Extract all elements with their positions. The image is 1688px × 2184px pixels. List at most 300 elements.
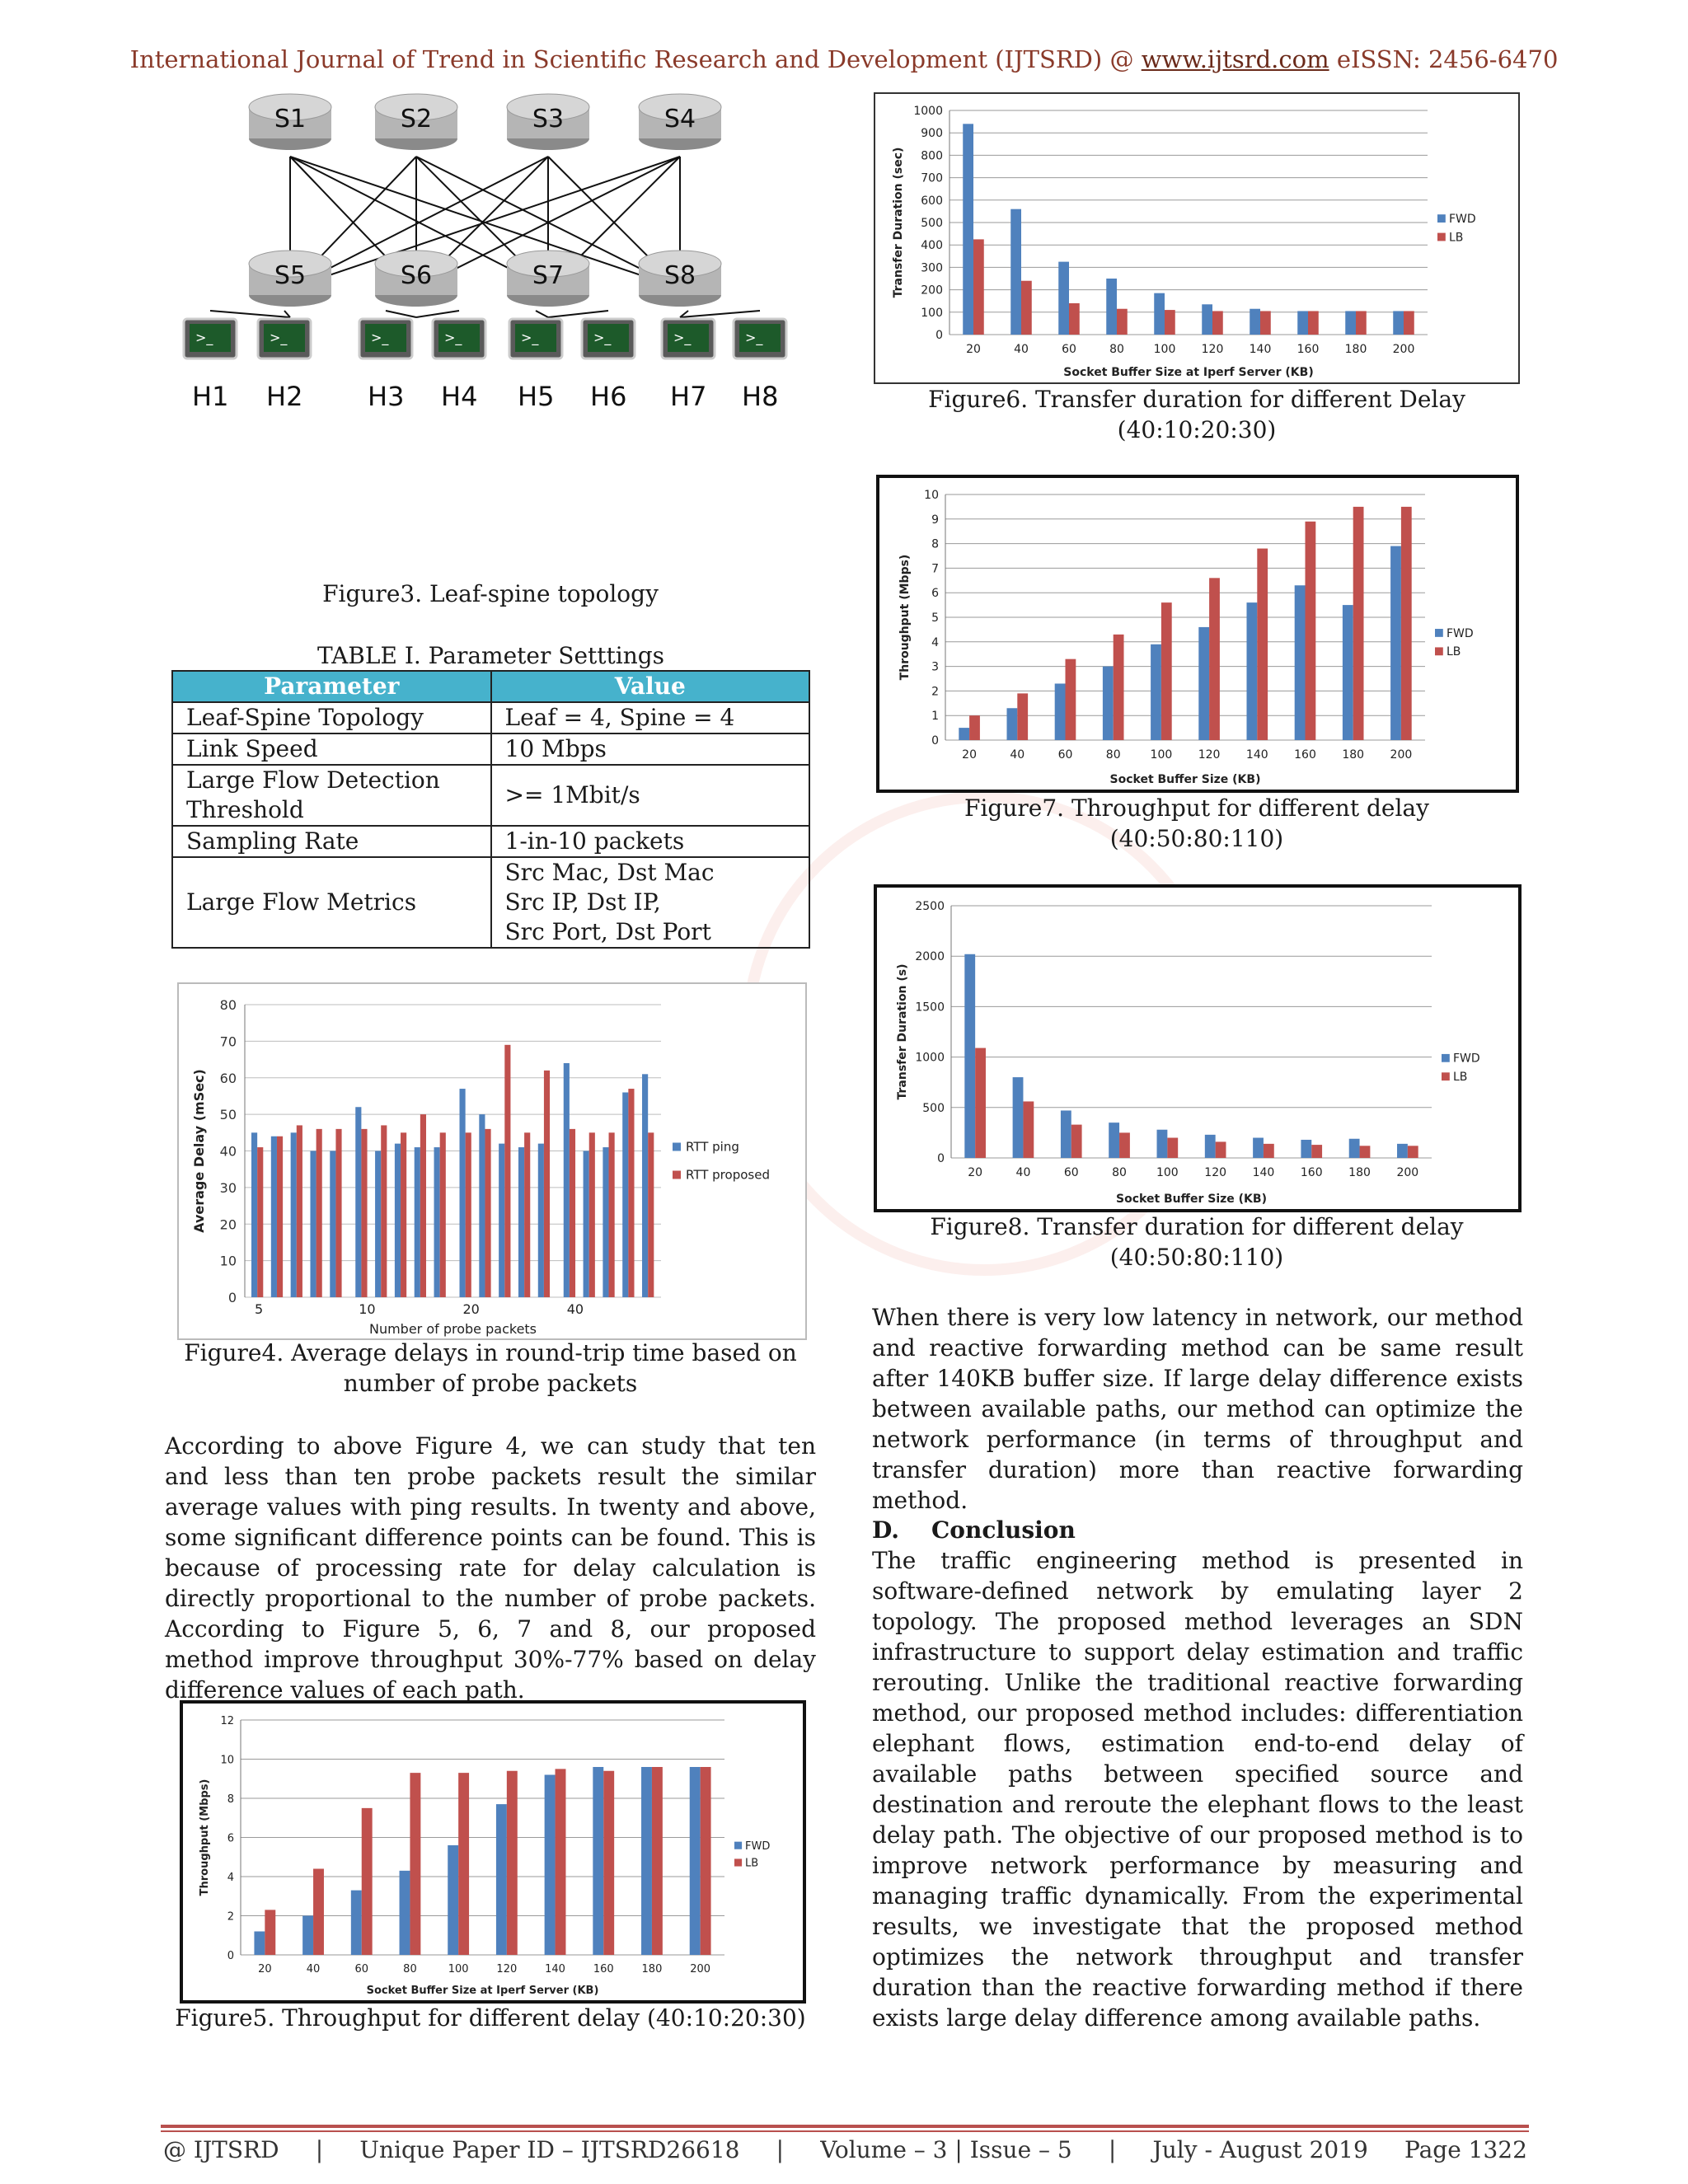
y-tick-label: 70 <box>219 1033 237 1050</box>
switch-label: S6 <box>400 261 433 290</box>
legend-label: FWD <box>745 1840 771 1853</box>
bar-rtt-ping <box>518 1147 524 1297</box>
bar-lb <box>410 1773 420 1955</box>
switch-label: S4 <box>663 105 696 134</box>
y-tick-label: 0 <box>227 1950 234 1962</box>
table-header-row <box>172 671 809 702</box>
header-text: International Journal of Trend in Scientific Research and Development (IJTSRD) @ <box>129 45 1134 73</box>
bar-fwd <box>1205 1135 1216 1158</box>
y-axis-label: Throughput (Mbps) <box>199 1779 211 1896</box>
topology-link <box>416 311 459 317</box>
legend-label: FWD <box>1449 213 1476 226</box>
x-tick-label: 200 <box>690 1963 711 1975</box>
x-tick-label: 160 <box>1294 748 1316 762</box>
x-tick-label: 140 <box>545 1963 565 1975</box>
bar-fwd <box>302 1916 313 1956</box>
table-row <box>172 765 809 826</box>
x-tick-label: 40 <box>566 1301 584 1317</box>
bar-lb <box>1069 303 1080 335</box>
y-tick-label: 2 <box>227 1910 234 1924</box>
bar-lb <box>1021 281 1032 335</box>
bar-rtt-ping <box>251 1132 257 1297</box>
bar-fwd <box>1297 311 1308 335</box>
bar-lb <box>1306 522 1316 740</box>
y-tick-label: 200 <box>921 284 943 298</box>
caption-line: (40:50:80:110) <box>1109 825 1284 852</box>
bar-lb <box>1408 1146 1418 1158</box>
bar-rtt-proposed <box>570 1129 575 1297</box>
bar-fwd <box>1202 304 1212 335</box>
x-tick-label: 10 <box>359 1301 376 1317</box>
legend-label: LB <box>745 1857 759 1870</box>
switch-label: S7 <box>532 261 565 290</box>
bar-rtt-ping <box>564 1063 570 1297</box>
x-tick-label: 180 <box>1348 1166 1371 1179</box>
y-tick-label: 1 <box>931 710 939 724</box>
footer-rule <box>161 2125 1529 2128</box>
bar-fwd <box>1103 667 1114 740</box>
bar-fwd <box>1246 602 1257 740</box>
caption-line: Figure6. Transfer duration for different Delay <box>928 386 1465 413</box>
terminal-prompt: >_ <box>593 330 612 345</box>
bar-fwd <box>1151 644 1161 740</box>
x-tick-label: 60 <box>1063 1166 1079 1179</box>
table-cell: Sampling Rate <box>172 826 491 857</box>
bar-rtt-proposed <box>589 1132 595 1297</box>
figure4-chart <box>177 982 807 1340</box>
x-tick-label: 140 <box>1252 1166 1275 1179</box>
topology-link <box>536 311 548 317</box>
y-tick-label: 8 <box>931 537 939 551</box>
conclusion-heading: D. Conclusion <box>872 1516 1076 1544</box>
bar-lb <box>1023 1101 1034 1158</box>
x-tick-label: 20 <box>966 343 981 356</box>
y-tick-label: 20 <box>219 1216 237 1233</box>
bar-fwd <box>1106 279 1117 335</box>
table-header-parameter: Parameter <box>172 671 491 702</box>
table-cell: Leaf = 4, Spine = 4 <box>491 702 810 733</box>
footer-journal: @ IJTSRD <box>163 2136 279 2163</box>
bar-rtt-ping <box>434 1147 440 1297</box>
bar-fwd <box>496 1804 507 1955</box>
metric-line: Src Mac, Dst Mac <box>504 859 715 886</box>
bar-fwd <box>1061 1110 1071 1158</box>
bar-fwd <box>448 1845 458 1955</box>
bar-rtt-ping <box>642 1074 648 1297</box>
terminal-prompt: >_ <box>521 330 539 345</box>
bar-rtt-proposed <box>485 1129 490 1297</box>
bar-fwd <box>1253 1138 1264 1158</box>
bar-rtt-proposed <box>609 1132 615 1297</box>
page-header <box>0 45 1688 73</box>
x-tick-label: 100 <box>1150 748 1173 762</box>
legend-label: FWD <box>1453 1052 1480 1066</box>
bar-rtt-proposed <box>335 1129 341 1297</box>
host-label: H7 <box>670 381 707 412</box>
bar-fwd <box>351 1891 362 1955</box>
bar-fwd <box>1154 293 1165 335</box>
caption-line: Figure8. Transfer duration for different delay <box>930 1213 1464 1240</box>
y-tick-label: 9 <box>931 513 939 527</box>
y-tick-label: 60 <box>219 1070 237 1086</box>
bar-fwd <box>400 1871 410 1955</box>
bar-lb <box>1264 1144 1274 1158</box>
footer-sep: | <box>776 2136 785 2163</box>
topology-link <box>210 311 290 317</box>
x-tick-label: 140 <box>1249 343 1272 356</box>
bar-lb <box>1401 507 1412 740</box>
x-tick-label: 20 <box>962 748 978 762</box>
x-tick-label: 60 <box>1057 748 1073 762</box>
legend-label: RTT ping <box>686 1139 739 1155</box>
table-header-value: Value <box>491 671 810 702</box>
y-tick-label: 0 <box>935 329 943 342</box>
x-tick-label: 180 <box>1344 343 1367 356</box>
bar-fwd <box>641 1767 652 1955</box>
bar-rtt-proposed <box>504 1045 510 1297</box>
table-cell: Large Flow Detection Threshold <box>172 765 491 826</box>
bar-lb <box>313 1869 324 1956</box>
topology-link <box>548 311 608 317</box>
bar-fwd <box>959 728 969 740</box>
terminal-prompt: >_ <box>673 330 692 345</box>
bar-fwd <box>1013 1077 1024 1158</box>
bar-lb <box>652 1767 663 1955</box>
bar-lb <box>1257 549 1268 740</box>
y-axis-label: Transfer Duration (sec) <box>892 147 905 298</box>
footer-page: Page 1322 <box>1404 2136 1527 2163</box>
bar-rtt-proposed <box>524 1132 530 1297</box>
bar-fwd <box>1109 1122 1119 1158</box>
caption-line: Figure4. Average delays in round-trip time based on <box>184 1339 797 1366</box>
x-tick-label: 120 <box>1201 343 1224 356</box>
host-label: H3 <box>368 381 405 412</box>
bar-lb <box>1216 1141 1226 1158</box>
bar-lb <box>1209 578 1220 740</box>
host-label: H2 <box>266 381 303 412</box>
table-cell: 1-in-10 packets <box>491 826 810 857</box>
bar-lb <box>265 1910 275 1955</box>
bar-fwd <box>1301 1140 1311 1158</box>
table-row <box>172 857 809 948</box>
bar-fwd <box>963 124 973 335</box>
host-label: H8 <box>742 381 779 412</box>
y-tick-label: 7 <box>931 562 939 576</box>
y-tick-label: 1000 <box>913 105 943 118</box>
bar-lb <box>1017 693 1028 740</box>
legend-swatch <box>1437 233 1446 241</box>
bar-fwd <box>1295 585 1306 740</box>
y-tick-label: 100 <box>921 306 943 320</box>
x-tick-label: 120 <box>1198 748 1221 762</box>
x-axis-label: Socket Buffer Size at Iperf Server (KB) <box>366 1985 599 1997</box>
bar-fwd <box>964 954 975 1158</box>
bar-lb <box>1167 1138 1178 1158</box>
figure7-chart <box>876 475 1519 793</box>
bar-fwd <box>1055 683 1066 740</box>
x-axis-label: Socket Buffer Size (KB) <box>1116 1193 1267 1206</box>
bar-lb <box>1308 311 1319 335</box>
x-tick-label: 5 <box>255 1301 264 1317</box>
x-tick-label: 100 <box>448 1963 469 1975</box>
bar-rtt-ping <box>460 1089 466 1297</box>
bar-lb <box>507 1771 518 1955</box>
bar-rtt-proposed <box>297 1125 302 1297</box>
bar-lb <box>1404 311 1414 335</box>
y-tick-label: 6 <box>931 587 939 601</box>
bar-fwd <box>1010 209 1021 335</box>
x-tick-label: 100 <box>1156 1166 1179 1179</box>
x-tick-label: 40 <box>1015 1166 1031 1179</box>
x-tick-label: 40 <box>1010 748 1025 762</box>
x-tick-label: 80 <box>403 1963 417 1975</box>
bar-lb <box>1360 1146 1371 1158</box>
y-tick-label: 700 <box>921 171 943 185</box>
y-tick-label: 400 <box>921 239 943 253</box>
table-row <box>172 733 809 765</box>
figure4-caption <box>165 1338 816 1399</box>
host-label: H1 <box>192 381 229 412</box>
y-axis-label: Throughput (Mbps) <box>898 554 912 681</box>
y-tick-label: 1000 <box>915 1051 945 1065</box>
terminal-prompt: >_ <box>371 330 389 345</box>
bar-lb <box>1066 659 1076 740</box>
legend-swatch <box>1435 629 1443 637</box>
bar-rtt-proposed <box>466 1132 471 1297</box>
bar-rtt-ping <box>310 1151 316 1298</box>
y-tick-label: 10 <box>220 1754 234 1767</box>
table-cell <box>491 857 810 948</box>
bar-rtt-proposed <box>420 1114 426 1297</box>
legend-swatch <box>673 1143 681 1151</box>
table-cell: 10 Mbps <box>491 733 810 765</box>
y-tick-label: 800 <box>921 149 943 163</box>
bar-rtt-proposed <box>401 1132 406 1297</box>
left-paragraph: According to above Figure 4, we can study that ten and less than ten probe packets result the similar average values with ping results. In twenty and above, some significant difference points can be found. This is because of processing rate for delay calculation is directly proportional to the number of probe packets. According to Figure 5, 6, 7 and 8, our proposed method improve throughput 30%-77% based on delay difference values of each path. <box>165 1432 816 1704</box>
y-tick-label: 3 <box>931 660 939 674</box>
bar-lb <box>1114 635 1124 740</box>
bar-rtt-ping <box>622 1093 628 1298</box>
bar-fwd <box>1250 309 1260 335</box>
leaf-spine-topology-figure <box>165 87 816 581</box>
x-tick-label: 60 <box>354 1963 369 1975</box>
x-tick-label: 160 <box>1300 1166 1323 1179</box>
host-label: H5 <box>518 381 555 412</box>
legend-swatch <box>734 1842 742 1849</box>
x-tick-label: 20 <box>462 1301 480 1317</box>
footer-volume: Volume – 3 | Issue – 5 <box>820 2136 1072 2163</box>
bar-rtt-proposed <box>628 1089 634 1297</box>
bar-fwd <box>1058 262 1069 335</box>
bar-rtt-ping <box>395 1144 401 1297</box>
bar-lb <box>701 1767 711 1955</box>
bar-fwd <box>1397 1144 1408 1158</box>
bar-lb <box>1117 309 1128 335</box>
x-tick-label: 80 <box>1105 748 1121 762</box>
x-tick-label: 20 <box>968 1166 983 1179</box>
y-tick-label: 2500 <box>915 900 945 913</box>
terminal-prompt: >_ <box>195 330 213 345</box>
header-issn: eISSN: 2456-6470 <box>1336 45 1559 73</box>
bar-rtt-proposed <box>440 1132 446 1297</box>
page-footer <box>163 2136 1527 2163</box>
bar-lb <box>1212 311 1223 335</box>
table-cell: Large Flow Metrics <box>172 857 491 948</box>
bar-lb <box>603 1771 614 1955</box>
x-axis-label: Socket Buffer Size at Iperf Server (KB) <box>1063 366 1314 379</box>
bar-rtt-ping <box>330 1151 335 1298</box>
y-tick-label: 600 <box>921 194 943 208</box>
bar-rtt-proposed <box>648 1132 654 1297</box>
bar-lb <box>1161 602 1172 740</box>
x-tick-label: 20 <box>258 1963 272 1975</box>
bar-lb <box>1356 311 1367 335</box>
host-label: H6 <box>590 381 627 412</box>
table-row <box>172 826 809 857</box>
legend-label: LB <box>1453 1071 1468 1085</box>
bar-lb <box>1119 1132 1130 1158</box>
bar-lb <box>1260 311 1271 335</box>
bar-fwd <box>1343 605 1353 740</box>
bar-lb <box>973 239 984 335</box>
y-tick-label: 6 <box>227 1832 234 1845</box>
bar-lb <box>556 1769 566 1955</box>
figure8-caption <box>874 1212 1520 1272</box>
host-label: H4 <box>441 381 478 412</box>
y-tick-label: 40 <box>219 1143 237 1160</box>
bar-rtt-proposed <box>257 1147 263 1297</box>
footer-sep: | <box>1108 2136 1117 2163</box>
switch-label: S3 <box>532 105 565 134</box>
bar-lb <box>362 1808 373 1955</box>
bar-fwd <box>1198 627 1209 740</box>
figure6-chart <box>874 92 1520 384</box>
x-tick-label: 160 <box>593 1963 614 1975</box>
y-tick-label: 300 <box>921 261 943 275</box>
bar-rtt-ping <box>415 1147 420 1297</box>
switch-label: S5 <box>274 261 307 290</box>
legend-swatch <box>1442 1072 1450 1080</box>
footer-rule-thin <box>161 2130 1529 2132</box>
figure8-chart <box>874 884 1522 1212</box>
parameter-table <box>171 670 810 949</box>
legend-swatch <box>1437 214 1446 223</box>
bar-lb <box>1353 507 1364 740</box>
x-tick-label: 120 <box>1204 1166 1227 1179</box>
bar-rtt-proposed <box>316 1129 322 1297</box>
y-tick-label: 900 <box>921 127 943 141</box>
y-tick-label: 0 <box>227 1290 237 1305</box>
y-tick-label: 8 <box>227 1793 234 1806</box>
bar-rtt-proposed <box>544 1071 550 1297</box>
bar-rtt-ping <box>603 1147 608 1297</box>
topology-link <box>680 311 760 317</box>
bar-fwd <box>690 1767 701 1955</box>
x-tick-label: 100 <box>1153 343 1176 356</box>
caption-line: (40:10:20:30) <box>1117 416 1277 443</box>
figure3-caption: Figure3. Leaf-spine topology <box>322 580 659 607</box>
metric-line: Src Port, Dst Port <box>504 918 711 945</box>
table-cell: Link Speed <box>172 733 491 765</box>
y-tick-label: 50 <box>219 1107 237 1123</box>
bar-fwd <box>1345 311 1356 335</box>
legend-swatch <box>734 1858 742 1866</box>
bar-rtt-ping <box>538 1144 544 1297</box>
y-tick-label: 12 <box>220 1715 234 1727</box>
x-tick-label: 180 <box>641 1963 663 1975</box>
footer-date: July - August 2019 <box>1152 2136 1368 2163</box>
x-tick-label: 80 <box>1109 343 1124 356</box>
bar-lb <box>1071 1125 1082 1158</box>
switch-label: S1 <box>274 105 307 134</box>
x-tick-label: 140 <box>1245 748 1268 762</box>
table-cell: >= 1Mbit/s <box>491 765 810 826</box>
bar-fwd <box>1349 1139 1360 1158</box>
y-tick-label: 4 <box>227 1872 234 1884</box>
y-tick-label: 5 <box>931 612 939 625</box>
metric-line: Src IP, Dst IP, <box>504 888 661 916</box>
bar-rtt-ping <box>479 1114 485 1297</box>
bar-rtt-proposed <box>381 1125 387 1297</box>
x-tick-label: 160 <box>1296 343 1320 356</box>
y-tick-label: 1500 <box>915 1001 945 1015</box>
y-tick-label: 10 <box>219 1253 237 1269</box>
bar-rtt-proposed <box>277 1137 283 1297</box>
bar-rtt-ping <box>355 1107 361 1297</box>
bar-fwd <box>1393 311 1404 335</box>
y-tick-label: 0 <box>937 1152 945 1165</box>
header-url-link[interactable]: www.ijtsrd.com <box>1141 45 1329 73</box>
bar-lb <box>969 715 980 740</box>
switch-label: S8 <box>663 261 696 290</box>
bar-rtt-proposed <box>361 1129 367 1297</box>
table-cell: Leaf-Spine Topology <box>172 702 491 733</box>
y-tick-label: 0 <box>931 734 939 748</box>
figure5-chart <box>180 1700 806 2004</box>
x-tick-label: 40 <box>306 1963 321 1975</box>
figure7-caption <box>874 793 1520 854</box>
figure6-caption <box>874 384 1520 445</box>
y-tick-label: 2 <box>931 685 939 699</box>
caption-line: number of probe packets <box>343 1370 638 1397</box>
table-title: TABLE I. Parameter Setttings <box>316 642 665 669</box>
y-axis-label: Transfer Duration (s) <box>896 963 909 1100</box>
caption-line: (40:50:80:110) <box>1109 1244 1284 1271</box>
x-axis-label: Socket Buffer Size (KB) <box>1109 773 1261 786</box>
footer-sep: | <box>315 2136 324 2163</box>
x-axis-label: Number of probe packets <box>368 1321 537 1337</box>
y-tick-label: 500 <box>921 217 943 230</box>
y-tick-label: 2000 <box>915 950 945 964</box>
bar-rtt-ping <box>499 1144 504 1297</box>
legend-label: RTT proposed <box>686 1167 770 1183</box>
caption-line: Figure7. Throughput for different delay <box>964 794 1429 822</box>
bar-fwd <box>1157 1130 1168 1158</box>
footer-paper-id: Unique Paper ID – IJTSRD26618 <box>359 2136 740 2163</box>
bar-lb <box>1165 310 1175 335</box>
y-tick-label: 4 <box>931 635 939 649</box>
right-paragraph: When there is very low latency in network, our method and reactive forwarding method can be same result after 140KB buffer size. If large delay difference exists between available paths, our method can optimize the network performance (in terms of throughput and transfer duration) more than reactive forwarding method. <box>872 1304 1523 1514</box>
x-tick-label: 40 <box>1014 343 1029 356</box>
y-tick-label: 30 <box>219 1179 237 1196</box>
legend-swatch <box>1435 647 1443 655</box>
y-tick-label: 500 <box>922 1101 945 1115</box>
bar-lb <box>458 1773 469 1955</box>
bar-fwd <box>1390 546 1401 740</box>
terminal-prompt: >_ <box>745 330 763 345</box>
x-tick-label: 80 <box>1112 1166 1127 1179</box>
bar-fwd <box>254 1932 265 1956</box>
